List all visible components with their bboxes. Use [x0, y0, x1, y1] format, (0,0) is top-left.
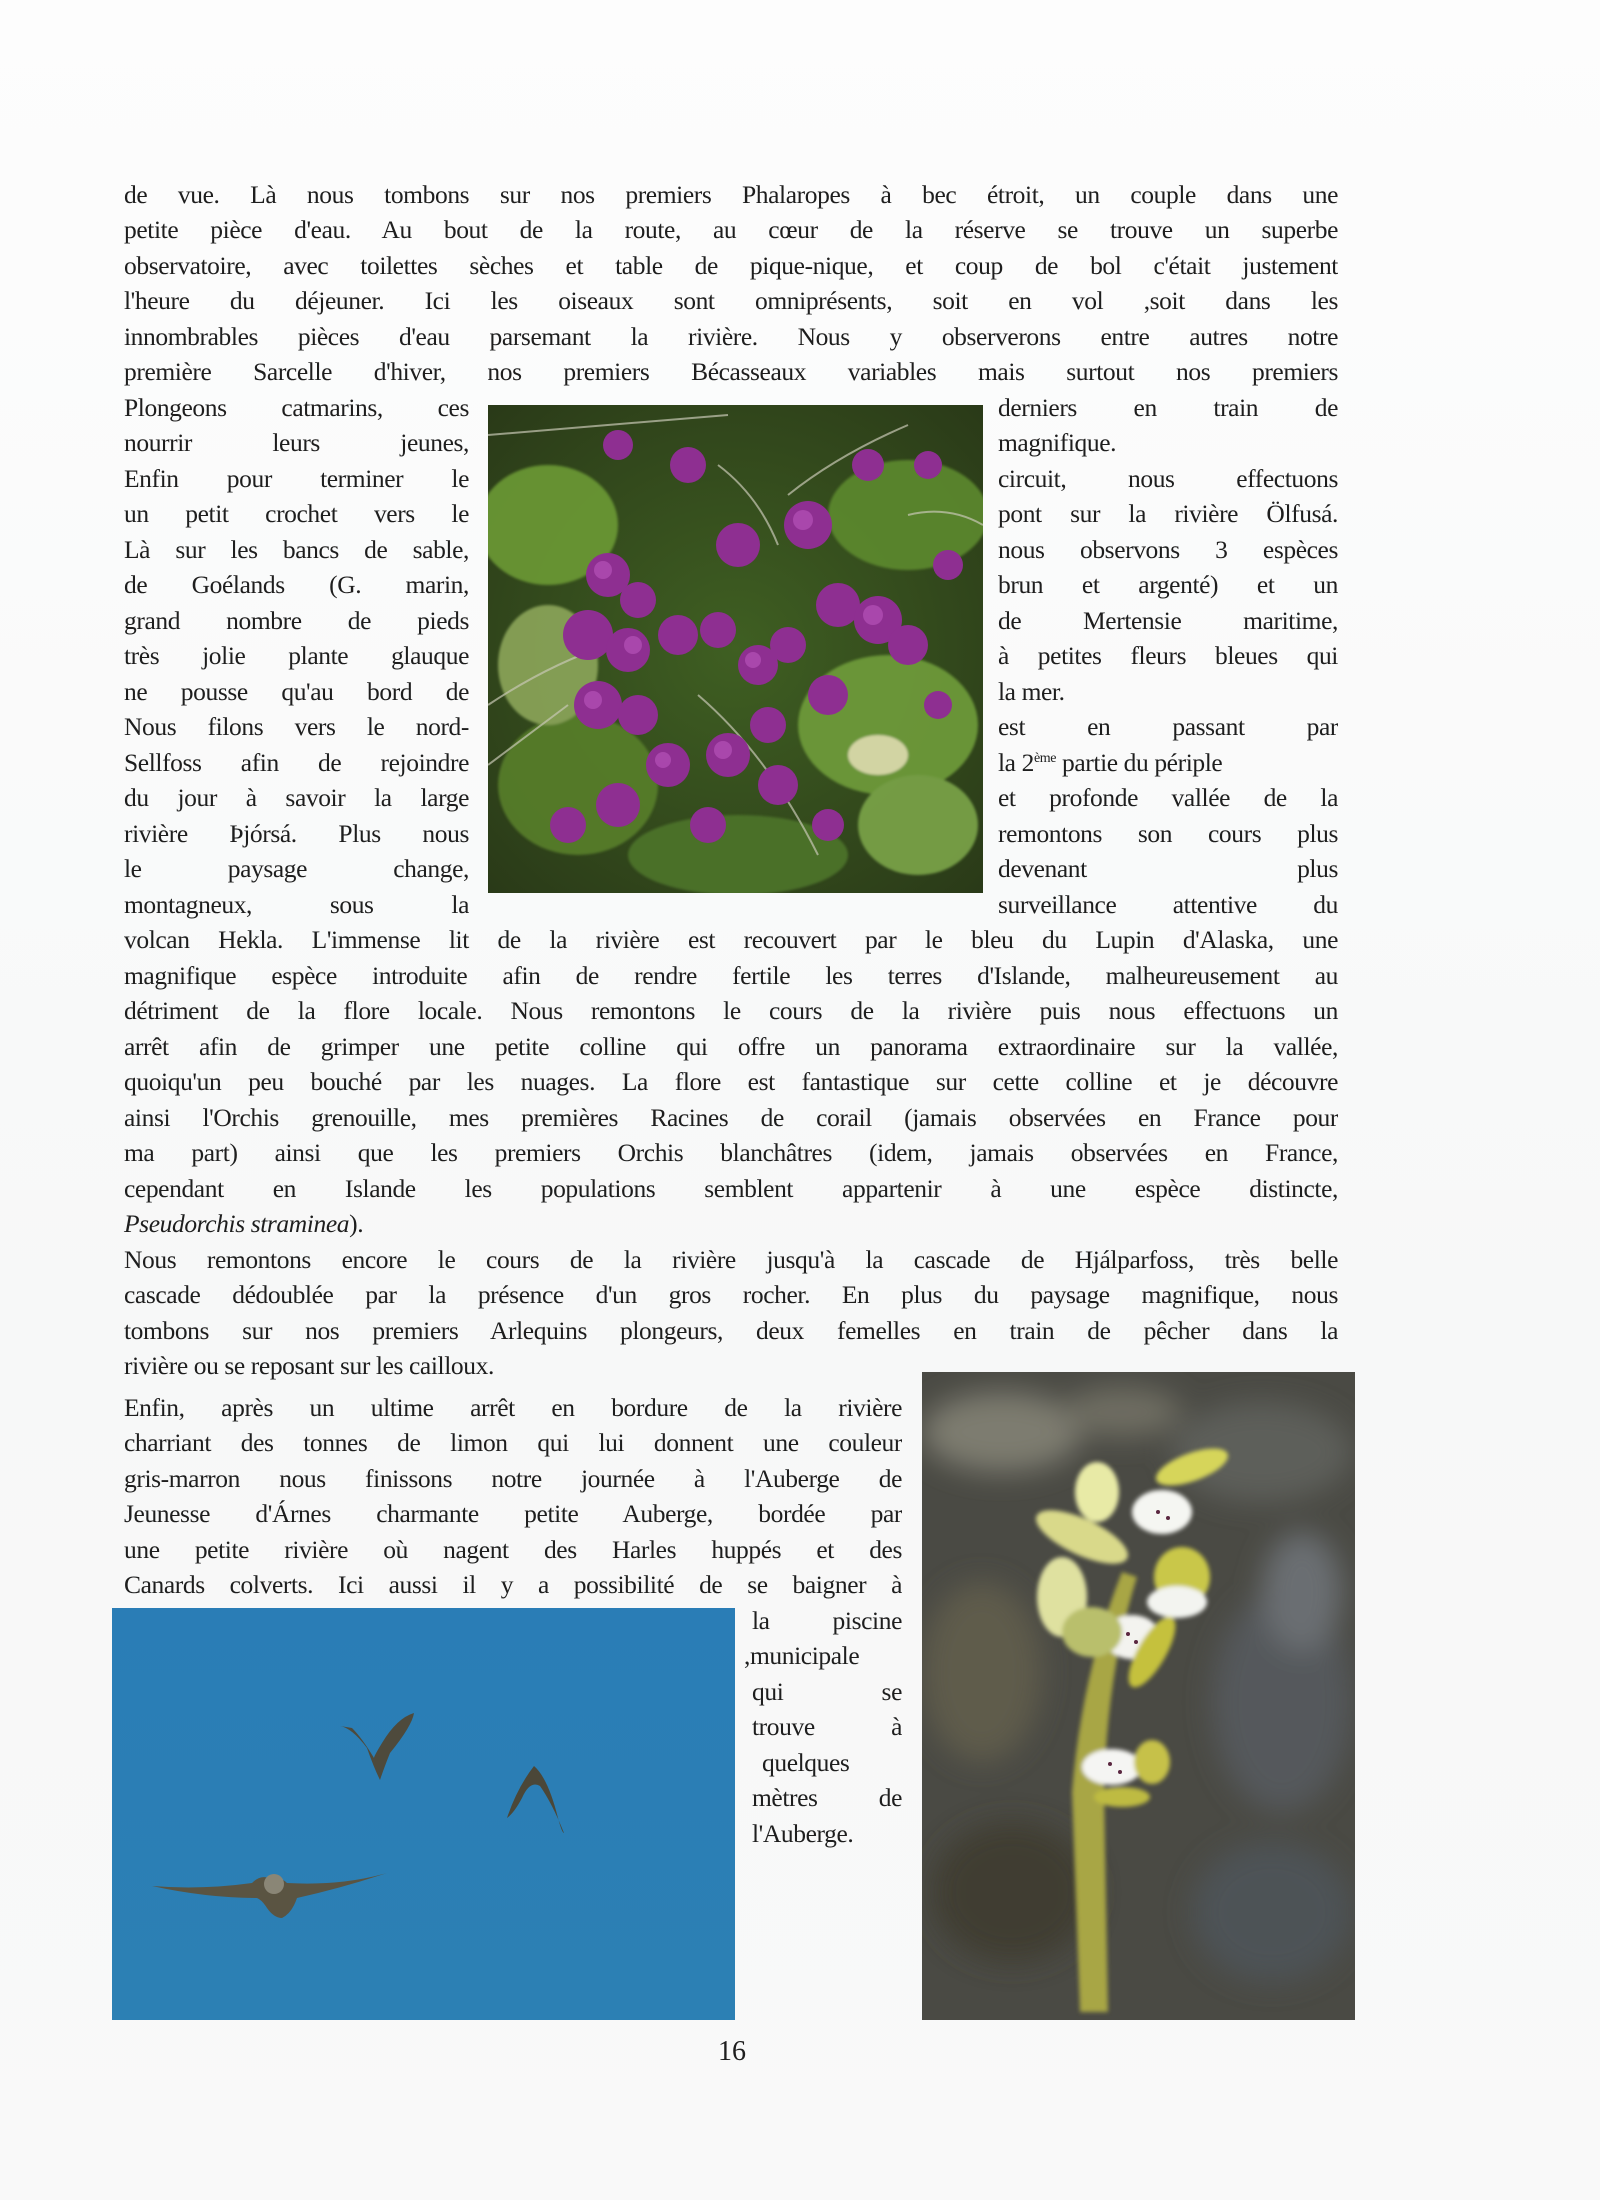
text-line: quoiqu'un peu bouché par les nuages. La flore est fantastique sur cette colline et je découvre [124, 1067, 1338, 1096]
text-line: magnifique. [998, 428, 1117, 457]
orchid-photo-image [922, 1372, 1355, 2020]
text-fragment: ). [349, 1209, 364, 1238]
text-line: rivière Þjórsá. Plus nous [124, 819, 469, 848]
text-line: le paysage change, [124, 854, 469, 883]
text-line: magnifique espèce introduite afin de rendre fertile les terres d'Islande, malheureusement au [124, 961, 1338, 990]
text-line: l'Auberge. [752, 1819, 854, 1848]
text-line: ,municipale [744, 1641, 860, 1670]
text-line: tombons sur nos premiers Arlequins plongeurs, deux femelles en train de pêcher dans la [124, 1316, 1338, 1345]
text-line: circuit, nous effectuons [998, 464, 1338, 493]
text-line: volcan Hekla. L'immense lit de la rivière est recouvert par le bleu du Lupin d'Alaska, une [124, 925, 1338, 954]
text-line: et profonde vallée de la [998, 783, 1338, 812]
text-line: derniers en train de [998, 393, 1338, 422]
text-line: quelques [762, 1748, 850, 1777]
text-line: gris-marron nous finissons notre journée à l'Auberge de [124, 1464, 902, 1493]
text-line: grand nombre de pieds [124, 606, 469, 635]
thyme-flowers-photo [488, 405, 983, 893]
text-line: cependant en Islande les populations semblent appartenir à une espèce distincte, [124, 1174, 1338, 1203]
text-line: rivière ou se reposant sur les cailloux. [124, 1351, 494, 1380]
text-line: un petit crochet vers le [124, 499, 469, 528]
text-line: nous observons 3 espèces [998, 535, 1338, 564]
text-line: de Mertensie maritime, [998, 606, 1338, 635]
thyme-photo-image [488, 405, 983, 893]
text-line: Jeunesse d'Árnes charmante petite Auberge, bordée par [124, 1499, 902, 1528]
text-fragment: partie du périple [1056, 748, 1223, 777]
ordinal-superscript: ème [1033, 751, 1057, 766]
text-line: remontons son cours plus [998, 819, 1338, 848]
text-line: innombrables pièces d'eau parsemant la rivière. Nous y observerons entre autres notre [124, 322, 1338, 351]
text-line: nourrir leurs jeunes, [124, 428, 469, 457]
text-line: la mer. [998, 677, 1065, 706]
text-line: petite pièce d'eau. Au bout de la route, au cœur de la réserve se trouve un superbe [124, 215, 1338, 244]
text-line: Plongeons catmarins, ces [124, 393, 469, 422]
text-line: montagneux, sous la [124, 890, 469, 919]
text-line: arrêt afin de grimper une petite colline qui offre un panorama extraordinaire sur la vallée, [124, 1032, 1338, 1061]
text-line: très jolie plante glauque [124, 641, 469, 670]
text-line: est en passant par [998, 712, 1338, 741]
text-line: ma part) ainsi que les premiers Orchis blanchâtres (idem, jamais observées en France, [124, 1138, 1338, 1167]
text-line: détriment de la flore locale. Nous remontons le cours de la rivière puis nous effectuons un [124, 996, 1338, 1025]
text-line: trouve à [752, 1712, 902, 1741]
text-line: Nous filons vers le nord- [124, 712, 469, 741]
text-line: qui se [752, 1677, 902, 1706]
text-line [998, 745, 1338, 780]
page-number: 16 [718, 2036, 746, 2067]
text-line: Enfin pour terminer le [124, 464, 469, 493]
text-fragment [998, 745, 1222, 780]
text-line: brun et argenté) et un [998, 570, 1338, 599]
text-line: de Goélands (G. marin, [124, 570, 469, 599]
text-line: surveillance attentive du [998, 890, 1338, 919]
text-line: la piscine [752, 1606, 902, 1635]
text-line: première Sarcelle d'hiver, nos premiers Bécasseaux variables mais surtout nos premiers [124, 357, 1338, 386]
text-line: devenant plus [998, 854, 1338, 883]
text-line: l'heure du déjeuner. Ici les oiseaux sont omniprésents, soit en vol ,soit dans les [124, 286, 1338, 315]
text-line: Là sur les bancs de sable, [124, 535, 469, 564]
coralroot-orchid-photo [922, 1372, 1355, 2020]
text-line: Sellfoss afin de rejoindre [124, 748, 469, 777]
birds-in-flight-photo [112, 1608, 735, 2020]
text-line: Nous remontons encore le cours de la rivière jusqu'à la cascade de Hjálparfoss, très belle [124, 1245, 1338, 1274]
text-line [124, 1206, 363, 1241]
text-line: Enfin, après un ultime arrêt en bordure de la rivière [124, 1393, 902, 1422]
species-name: Pseudorchis straminea [124, 1209, 350, 1238]
text-line: charriant des tonnes de limon qui lui donnent une couleur [124, 1428, 902, 1457]
text-line: du jour à savoir la large [124, 783, 469, 812]
text-line: ne pousse qu'au bord de [124, 677, 469, 706]
text-line: cascade dédoublée par la présence d'un gros rocher. En plus du paysage magnifique, nous [124, 1280, 1338, 1309]
text-line: une petite rivière où nagent des Harles huppés et des [124, 1535, 902, 1564]
text-line: de vue. Là nous tombons sur nos premiers Phalaropes à bec étroit, un couple dans une [124, 180, 1338, 209]
text-fragment: la 2 [998, 748, 1034, 777]
birds-photo-image [112, 1608, 735, 2020]
text-line: observatoire, avec toilettes sèches et table de pique-nique, et coup de bol c'était justement [124, 251, 1338, 280]
text-line: Canards colverts. Ici aussi il y a possibilité de se baigner à [124, 1570, 902, 1599]
text-line: mètres de [752, 1783, 902, 1812]
text-line: pont sur la rivière Ölfusá. [998, 499, 1338, 528]
text-line: à petites fleurs bleues qui [998, 641, 1338, 670]
text-line: ainsi l'Orchis grenouille, mes premières Racines de corail (jamais observées en France pour [124, 1103, 1338, 1132]
